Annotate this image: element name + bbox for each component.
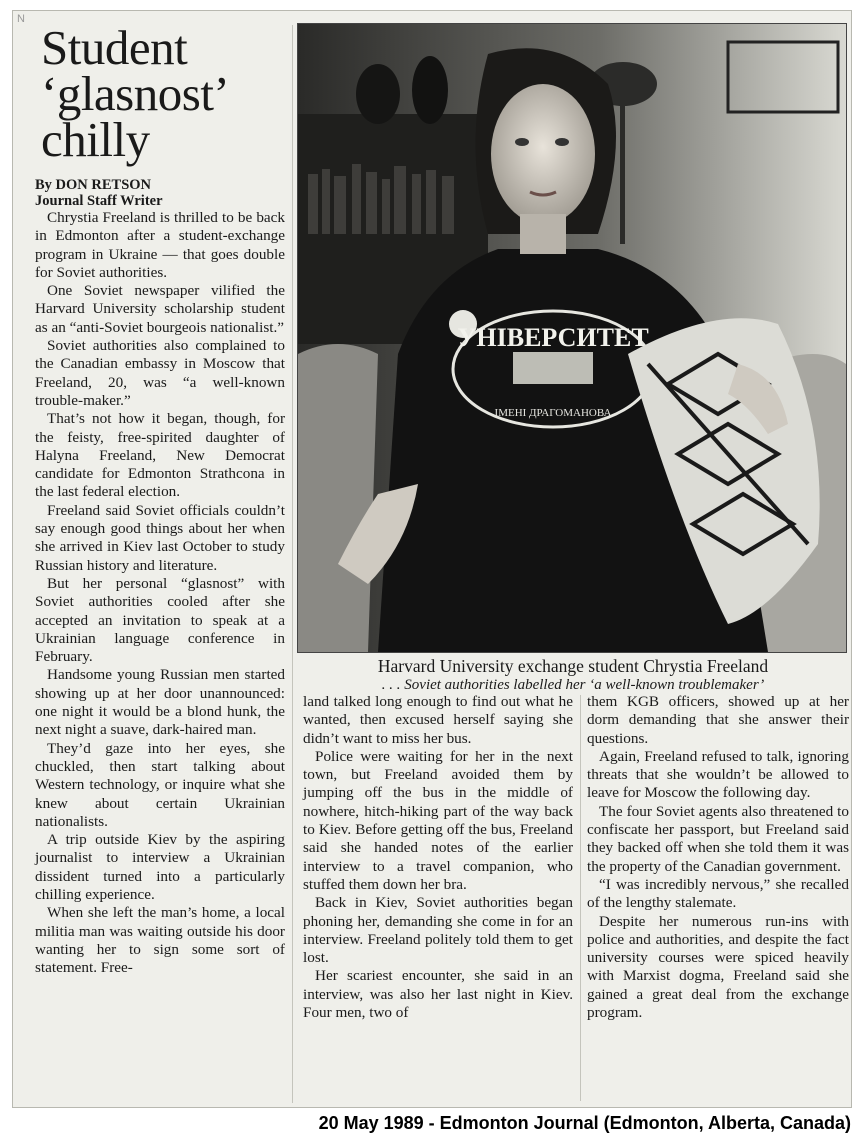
newspaper-clipping (12, 10, 852, 1108)
corner-mark: N (17, 13, 25, 25)
vase (356, 64, 400, 124)
paragraph: Her scariest encounter, she said in an interview, was also her last night in Kiev. Four men, two of (303, 967, 573, 1022)
column-rule (292, 25, 293, 1103)
paragraph: One Soviet newspaper vilified the Harvard University scholarship student as an “anti-Soviet bourgeois nationalist.” (35, 282, 285, 336)
headline (35, 20, 285, 167)
paragraph: Again, Freeland refused to talk, ignoring threats that she wouldn’t be allowed to leave for Moscow the following day. (587, 747, 849, 802)
photo-illustration (298, 24, 846, 652)
sofa-left (298, 344, 378, 652)
paragraph: A trip outside Kiev by the aspiring journalist to interview a Ukrainian dissident turned into a particularly chilling experience. (35, 831, 285, 903)
photo-caption (303, 656, 843, 694)
paragraph: Handsome young Russian men started showing up at her door unannounced: one night it would be a blond hunk, the next night a suave, dark-haired man. (35, 666, 285, 739)
shirt-building (513, 352, 593, 384)
paragraph: But her personal “glasnost” with Soviet authorities cooled after she accepted an invitation to speak at a Ukrainian language conference in February. (35, 574, 285, 666)
column-rule (580, 695, 581, 1101)
paragraph: Police were waiting for her in the next town, but Freeland avoided them by jumping off the bus in the middle of nowhere, hitch-hiking part of the way back to Kiev. Before getting off the bus, Freeland said she handed notes of the earlier interview to a travel companion, who stuffed them down her bra. (303, 747, 573, 893)
caption-sub: . . . Soviet authorities labelled her ‘a well-known troublemaker’ (381, 677, 765, 693)
shirt-text: УНІВЕРСИТЕТ (457, 323, 649, 352)
headline-line: ‘glasnost’ (41, 66, 230, 121)
paragraph: land talked long enough to find out what he wanted, then excused herself saying she didn’t want to miss her bus. (303, 693, 573, 747)
byline-author: By DON RETSON (35, 177, 152, 193)
byline-title: Journal Staff Writer (35, 193, 163, 209)
eye (555, 138, 569, 146)
caption-main: Harvard University exchange student Chrystia Freeland (377, 656, 769, 676)
paragraph: That’s not how it began, though, for the feisty, free-spirited daughter of Halyna Freeland, New Democrat candidate for Edmonton Strathcona in the last federal election. (35, 410, 285, 501)
paragraph: Back in Kiev, Soviet authorities began phoning her, demanding she come in for an interview. Freeland politely told them to get lost. (303, 894, 573, 967)
paragraph: The four Soviet agents also threatened to confiscate her passport, but Freeland said they backed off when she told them it was the property of the Canadian government. (587, 802, 849, 875)
middle-column (303, 693, 573, 1022)
article-photo (297, 23, 847, 653)
shirt-subtext: ІМЕНІ ДРАГОМАНОВА (494, 407, 612, 419)
source-footer: 20 May 1989 - Edmonton Journal (Edmonton, Alberta, Canada) (318, 1113, 851, 1133)
paragraph: Chrystia Freeland is thrilled to be back in Edmonton after a student-exchange program in Ukraine — that goes double for Soviet authorities. (35, 209, 285, 281)
eye (515, 138, 529, 146)
right-column (587, 693, 849, 1022)
paragraph: When she left the man’s home, a local militia man was waiting outside his door wanting her to sign some sort of statement. Free- (35, 904, 285, 977)
left-column (35, 20, 285, 977)
face (491, 84, 595, 224)
lamp-stand (620, 94, 625, 244)
paragraph: Despite her numerous run-ins with police and authorities, and despite the fact university courses were spiced heavily with Marxist dogma, Freeland said she gained a great deal from the exchange program. (587, 912, 849, 1022)
paragraph: Freeland said Soviet officials couldn’t say enough good things about her when she arrived in Kiev last October to study Russian history and literature. (35, 501, 285, 574)
headline-line: Student (41, 20, 188, 75)
paragraph: They’d gaze into her eyes, she chuckled, then start talking about Western technology, or inquire what she knew about certain Ukrainian nationalists. (35, 739, 285, 830)
paragraph: “I was incredibly nervous,” she recalled of the lengthy stalemate. (587, 875, 849, 912)
vase (412, 56, 448, 124)
neck (520, 214, 566, 254)
paragraph: them KGB officers, showed up at her dorm demanding that she answer their questions. (587, 693, 849, 747)
paragraph: Soviet authorities also complained to the Canadian embassy in Moscow that Freeland, 20, was “a well-known trouble-maker.” (35, 337, 285, 409)
headline-line: chilly (41, 112, 150, 167)
